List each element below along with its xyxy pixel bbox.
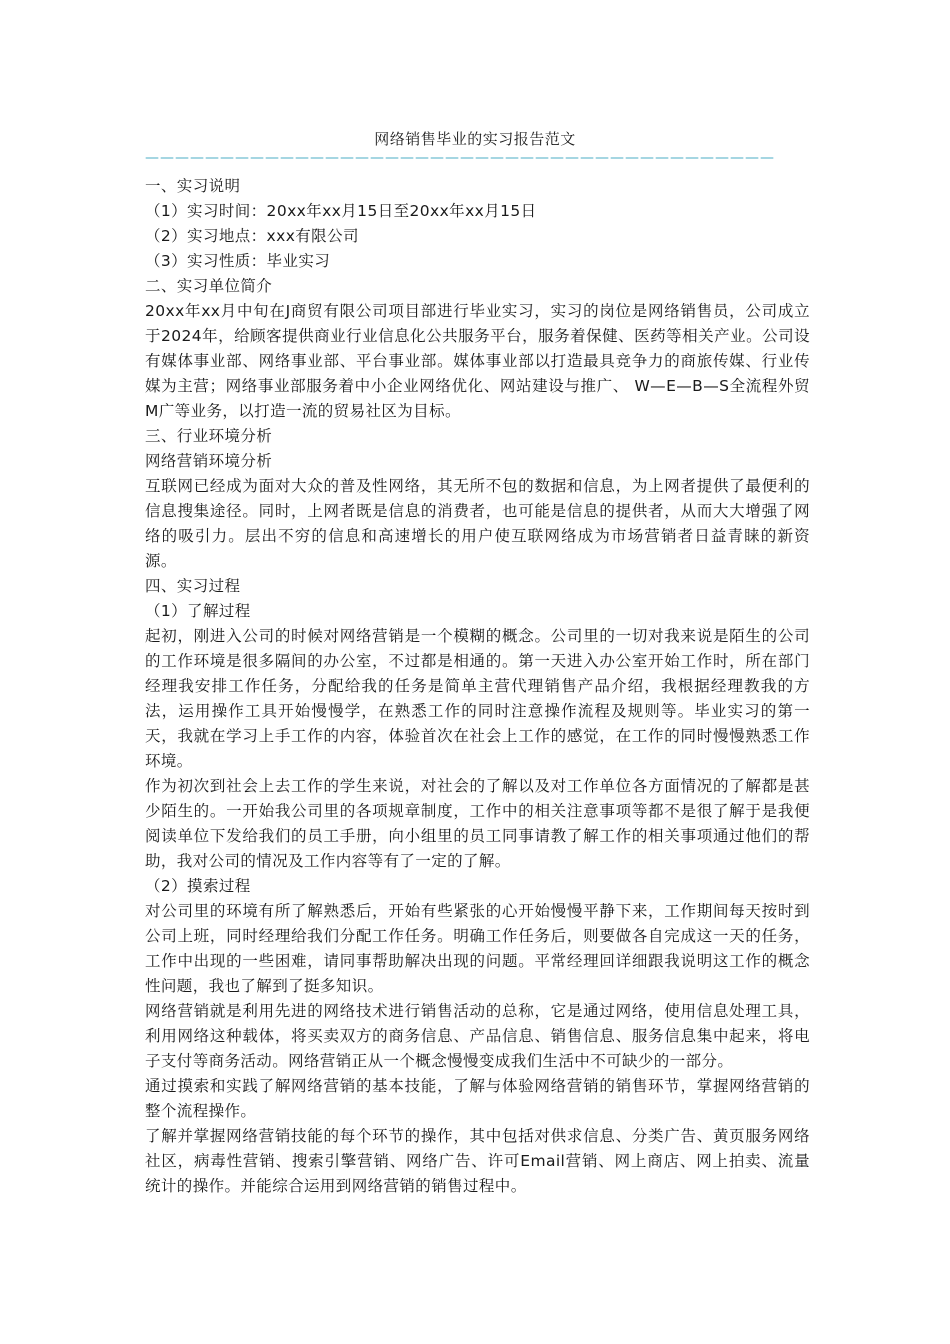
- section-heading: （2）摸索过程: [145, 877, 251, 895]
- title-divider: ——————————————————————————————————————————: [145, 151, 775, 165]
- document-title: 网络销售毕业的实习报告范文: [374, 130, 576, 148]
- body-paragraph: 起初，刚进入公司的时候对网络营销是一个模糊的概念。公司里的一切对我来说是陌生的公司的工作环境是很多隔间的办公室，不过都是相通的。第一天进入办公室开始工作时，所在部门经理我安排工作任务，分配给我的任务是简单主营代理销售产品介绍，我根据经理教我的方法，运用操作工具开始慢慢学，在熟悉工作的同时注意操作流程及规则等。毕业实习的第一天，我就在学习上手工作的内容，体验首次在社会上工作的感觉，在工作的同时慢慢熟悉工作环境。: [145, 627, 810, 770]
- body-paragraph: 作为初次到社会上去工作的学生来说，对社会的了解以及对工作单位各方面情况的了解都是甚少陌生的。一开始我公司里的各项规章制度，工作中的相关注意事项等都不是很了解于是我便阅读单位下发给我们的员工手册，向小组里的员工同事请教了解工作的相关事项通过他们的帮助，我对公司的情况及工作内容等有了一定的了解。: [145, 777, 810, 870]
- section-heading: （1）实习时间：20xx年xx月15日至20xx年xx月15日: [145, 202, 537, 220]
- body-paragraph: 互联网已经成为面对大众的普及性网络，其无所不包的数据和信息，为上网者提供了最便利的信息搜集途径。同时，上网者既是信息的消费者，也可能是信息的提供者，从而大大增强了网络的吸引力。层出不穷的信息和高速增长的用户使互联网络成为市场营销者日益青睐的新资源。: [145, 477, 810, 570]
- body-paragraph: 通过摸索和实践了解网络营销的基本技能，了解与体验网络营销的销售环节，掌握网络营销的整个流程操作。: [145, 1077, 810, 1120]
- document-body: [145, 174, 810, 1199]
- section-heading: 三、行业环境分析: [145, 427, 273, 445]
- section-heading: 四、实习过程: [145, 577, 241, 595]
- section-heading: 一、实习说明: [145, 177, 241, 195]
- section-heading: 网络营销环境分析: [145, 452, 273, 470]
- body-paragraph: 了解并掌握网络营销技能的每个环节的操作，其中包括对供求信息、分类广告、黄页服务网络社区，病毒性营销、搜索引擎营销、网络广告、许可Email营销、网上商店、网上拍卖、流量统计的操作。并能综合运用到网络营销的销售过程中。: [145, 1127, 810, 1195]
- section-heading: 二、实习单位简介: [145, 277, 273, 295]
- section-heading: （1）了解过程: [145, 602, 251, 620]
- body-paragraph: 20xx年xx月中旬在J商贸有限公司项目部进行毕业实习，实习的岗位是网络销售员，公司成立于2024年，给顾客提供商业行业信息化公共服务平台，服务着保健、医药等相关产业。公司设有媒体事业部、网络事业部、平台事业部。媒体事业部以打造最具竞争力的商旅传媒、行业传媒为主营；网络事业部服务着中小企业网络优化、网站建设与推广、 W—E—B—S全流程外贸M广等业务，以打造一流的贸易社区为目标。: [145, 302, 810, 420]
- section-heading: （3）实习性质：毕业实习: [145, 252, 331, 270]
- section-heading: （2）实习地点：xxx有限公司: [145, 227, 359, 245]
- body-paragraph: 对公司里的环境有所了解熟悉后，开始有些紧张的心开始慢慢平静下来，工作期间每天按时到公司上班，同时经理给我们分配工作任务。明确工作任务后，则要做各自完成这一天的任务，工作中出现的一些困难，请同事帮助解决出现的问题。平常经理回详细跟我说明这工作的概念性问题，我也了解到了挺多知识。: [145, 902, 810, 995]
- body-paragraph: 网络营销就是利用先进的网络技术进行销售活动的总称，它是通过网络，使用信息处理工具，利用网络这种载体，将买卖双方的商务信息、产品信息、销售信息、服务信息集中起来，将电子支付等商务活动。网络营销正从一个概念慢慢变成我们生活中不可缺少的一部分。: [145, 1002, 810, 1070]
